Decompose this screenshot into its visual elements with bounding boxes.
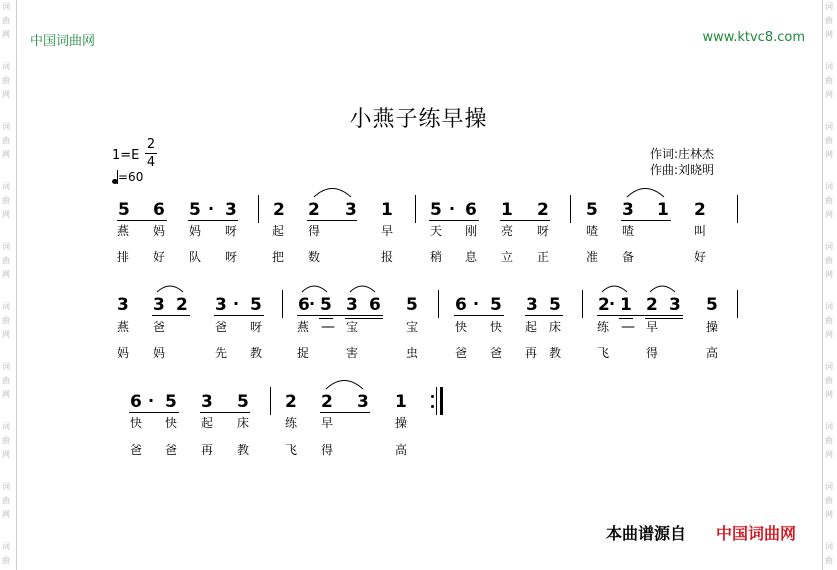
note: 5 <box>250 295 262 315</box>
note: 5 <box>406 295 418 315</box>
lyric: 高 <box>395 443 408 457</box>
note: 2 <box>308 200 320 220</box>
lyric: 妈 <box>153 224 166 238</box>
lyric: 准 <box>586 250 599 264</box>
lyric: 高 <box>706 346 719 360</box>
lyric: 早 <box>381 224 394 238</box>
note: 2 <box>285 392 297 412</box>
lyric: 叫 <box>694 224 707 238</box>
watermark-glyph: 曲 <box>2 16 10 25</box>
watermark-glyph: 曲 <box>825 136 833 145</box>
lyric: 早 <box>321 416 334 430</box>
note: 5 <box>586 200 598 220</box>
lyric: 呀 <box>250 320 263 334</box>
augmentation-dot: · <box>309 294 316 313</box>
watermark-glyph: 曲 <box>2 436 10 445</box>
watermark-glyph: 网 <box>825 90 833 99</box>
note: 3 <box>201 392 213 412</box>
watermark-glyph: 网 <box>825 210 833 219</box>
source-site-link[interactable]: 中国词曲网 <box>716 524 797 543</box>
lyric: 飞 <box>597 346 610 360</box>
lyric: 息 <box>465 250 478 264</box>
lyric: 快 <box>165 416 178 430</box>
watermark-glyph: 词 <box>2 482 10 491</box>
note: 1 <box>501 200 513 220</box>
lyric: 爸 <box>215 320 228 334</box>
watermark-glyph: 词 <box>2 122 10 131</box>
lyric: 喳 <box>622 224 635 238</box>
key-signature: 1=E <box>112 148 140 163</box>
note: 2 <box>537 200 549 220</box>
slur <box>350 286 375 292</box>
lyric: 燕 <box>297 320 310 334</box>
lyric: 操 <box>395 416 408 430</box>
note: 5 <box>237 392 249 412</box>
lyric: 再 <box>201 443 214 457</box>
lyric: 起 <box>272 224 285 238</box>
watermark-glyph: 词 <box>2 542 10 551</box>
note: 3 <box>357 392 369 412</box>
slur <box>157 286 183 292</box>
lyric: 宝 <box>406 320 419 334</box>
watermark-glyph: 网 <box>2 390 10 399</box>
note: 5 <box>549 295 561 315</box>
watermark-glyph: 网 <box>2 150 10 159</box>
lyric: 害 <box>346 346 359 360</box>
lyric: 飞 <box>285 443 298 457</box>
lyric: 得 <box>646 346 659 360</box>
lyric: 虫 <box>406 346 419 360</box>
note: 5 <box>165 392 177 412</box>
lyric: 起 <box>201 416 214 430</box>
lyric: 好 <box>153 250 166 264</box>
lyric: 爸 <box>455 346 468 360</box>
slur <box>650 286 675 292</box>
note: 3 <box>622 200 634 220</box>
watermark-glyph: 曲 <box>825 76 833 85</box>
watermark-glyph: 网 <box>825 450 833 459</box>
watermark-glyph: 网 <box>2 90 10 99</box>
watermark-glyph: 网 <box>2 510 10 519</box>
watermark-glyph: 曲 <box>825 376 833 385</box>
note: 5 <box>189 200 201 220</box>
note: 5 <box>490 295 502 315</box>
note: 2 <box>176 295 188 315</box>
watermark-glyph: 词 <box>825 542 833 551</box>
watermark-glyph: 词 <box>825 482 833 491</box>
lyric: 早 <box>646 320 659 334</box>
lyric: 呀 <box>537 224 550 238</box>
time-signature-bottom: 4 <box>146 155 156 170</box>
melisma-dash: — <box>621 319 635 335</box>
note: 1 <box>381 200 393 220</box>
slur <box>314 189 351 198</box>
lyric: 宝 <box>346 320 359 334</box>
note: 6 <box>298 295 310 315</box>
watermark-glyph: 曲 <box>825 196 833 205</box>
watermark-glyph: 网 <box>825 510 833 519</box>
note: 2 <box>598 295 610 315</box>
lyric: 燕 <box>117 320 130 334</box>
lyric: 快 <box>130 416 143 430</box>
watermark-glyph: 网 <box>2 450 10 459</box>
watermark-glyph: 曲 <box>825 16 833 25</box>
lyric: 爸 <box>490 346 503 360</box>
watermark-glyph: 曲 <box>2 496 10 505</box>
lyric: 呀 <box>225 250 238 264</box>
augmentation-dot: · <box>609 294 616 313</box>
watermark-glyph: 网 <box>2 330 10 339</box>
note: 1 <box>395 392 407 412</box>
slur <box>302 286 327 292</box>
watermark-glyph: 网 <box>2 30 10 39</box>
song-title: 小燕子练早操 <box>349 107 488 132</box>
watermark-glyph: 曲 <box>825 556 833 565</box>
note: 3 <box>117 295 129 315</box>
watermark-glyph: 词 <box>2 62 10 71</box>
watermark-glyph: 词 <box>825 302 833 311</box>
note: 2 <box>321 392 333 412</box>
watermark-glyph: 词 <box>2 182 10 191</box>
lyric: 排 <box>117 250 130 264</box>
note: 1 <box>657 200 669 220</box>
note: 3 <box>346 295 358 315</box>
lyric: 亮 <box>501 224 514 238</box>
augmentation-dot: · <box>148 391 155 410</box>
lyric: 妈 <box>153 346 166 360</box>
note: 2 <box>694 200 706 220</box>
watermark-glyph: 词 <box>2 422 10 431</box>
note: 3 <box>669 295 681 315</box>
note: 3 <box>526 295 538 315</box>
note: 6 <box>369 295 381 315</box>
watermark-glyph: 网 <box>825 330 833 339</box>
lyric: 数 <box>308 250 321 264</box>
augmentation-dot: · <box>473 294 480 313</box>
watermark-glyph: 词 <box>825 182 833 191</box>
lyric: 刚 <box>465 224 478 238</box>
note: 1 <box>620 295 632 315</box>
lyric: 练 <box>285 416 298 430</box>
lyric: 先 <box>215 346 228 360</box>
lyric: 再 <box>525 346 538 360</box>
watermark-glyph: 曲 <box>825 436 833 445</box>
slur <box>627 189 664 198</box>
note: 5 <box>320 295 332 315</box>
lyric: 教 <box>250 346 263 360</box>
note: 3 <box>153 295 165 315</box>
lyric: 爸 <box>130 443 143 457</box>
site-url-right[interactable]: www.ktvc8.com <box>702 30 805 45</box>
lyric: 床 <box>549 320 562 334</box>
source-text: 本曲谱源自 <box>606 524 687 543</box>
slur <box>326 381 363 390</box>
note: 6 <box>465 200 477 220</box>
lyricist: 作词:庄林杰 <box>650 147 715 161</box>
watermark-glyph: 曲 <box>2 316 10 325</box>
watermark-glyph: 网 <box>825 150 833 159</box>
watermark-glyph: 曲 <box>825 496 833 505</box>
lyric: 立 <box>501 250 514 264</box>
augmentation-dot: · <box>208 199 215 218</box>
augmentation-dot: · <box>449 199 456 218</box>
watermark-glyph: 曲 <box>2 556 10 565</box>
lyric: 爸 <box>165 443 178 457</box>
note: 3 <box>225 200 237 220</box>
watermark-glyph: 词 <box>2 2 10 11</box>
tempo-value: =60 <box>118 170 144 184</box>
watermark-glyph: 词 <box>825 62 833 71</box>
watermark-glyph: 词 <box>2 302 10 311</box>
note: 3 <box>215 295 227 315</box>
note: 3 <box>345 200 357 220</box>
watermark-glyph: 网 <box>825 270 833 279</box>
watermark-glyph: 网 <box>2 270 10 279</box>
note: 5 <box>706 295 718 315</box>
lyric: 妈 <box>189 224 202 238</box>
lyric: 得 <box>321 443 334 457</box>
note: 2 <box>646 295 658 315</box>
lyric: 燕 <box>117 224 130 238</box>
melisma-dash: — <box>321 319 335 335</box>
lyric: 喳 <box>586 224 599 238</box>
lyric: 爸 <box>153 320 166 334</box>
lyric: 快 <box>455 320 468 334</box>
watermark-glyph: 曲 <box>2 256 10 265</box>
lyric: 得 <box>308 224 321 238</box>
watermark-glyph: 曲 <box>825 256 833 265</box>
lyric: 操 <box>706 320 719 334</box>
watermark-glyph: 曲 <box>2 376 10 385</box>
lyric: 呀 <box>225 224 238 238</box>
watermark-glyph: 网 <box>825 30 833 39</box>
lyric: 报 <box>381 250 394 264</box>
watermark-glyph: 网 <box>825 390 833 399</box>
lyric: 正 <box>537 250 550 264</box>
lyric: 起 <box>525 320 538 334</box>
time-signature-top: 2 <box>146 137 156 152</box>
lyric: 练 <box>597 320 610 334</box>
lyric: 捉 <box>297 346 310 360</box>
watermark-glyph: 词 <box>825 242 833 251</box>
site-name-left[interactable]: 中国词曲网 <box>30 34 96 49</box>
lyric: 队 <box>189 250 202 264</box>
watermark-glyph: 词 <box>2 242 10 251</box>
lyric: 妈 <box>117 346 130 360</box>
lyric: 床 <box>237 416 250 430</box>
watermark-glyph: 词 <box>825 122 833 131</box>
note: 6 <box>153 200 165 220</box>
watermark-glyph: 词 <box>825 2 833 11</box>
lyric: 稍 <box>430 250 443 264</box>
lyric: 天 <box>430 224 443 238</box>
lyric: 教 <box>237 443 250 457</box>
augmentation-dot: · <box>233 294 240 313</box>
note: 5 <box>430 200 442 220</box>
watermark-glyph: 曲 <box>825 316 833 325</box>
watermark-glyph: 曲 <box>2 136 10 145</box>
lyric: 备 <box>622 250 635 264</box>
watermark-glyph: 曲 <box>2 196 10 205</box>
lyric: 快 <box>490 320 503 334</box>
watermark-glyph: 词 <box>825 362 833 371</box>
slur <box>602 286 627 292</box>
lyric: 教 <box>549 346 562 360</box>
watermark-glyph: 词 <box>825 422 833 431</box>
watermark-glyph: 词 <box>2 362 10 371</box>
note: 5 <box>118 200 130 220</box>
note: 6 <box>455 295 467 315</box>
note: 2 <box>273 200 285 220</box>
watermark-glyph: 网 <box>2 210 10 219</box>
note: 6 <box>130 392 142 412</box>
lyric: 把 <box>272 250 285 264</box>
composer: 作曲:刘晓明 <box>650 163 715 177</box>
lyric: 好 <box>694 250 707 264</box>
watermark-glyph: 曲 <box>2 76 10 85</box>
